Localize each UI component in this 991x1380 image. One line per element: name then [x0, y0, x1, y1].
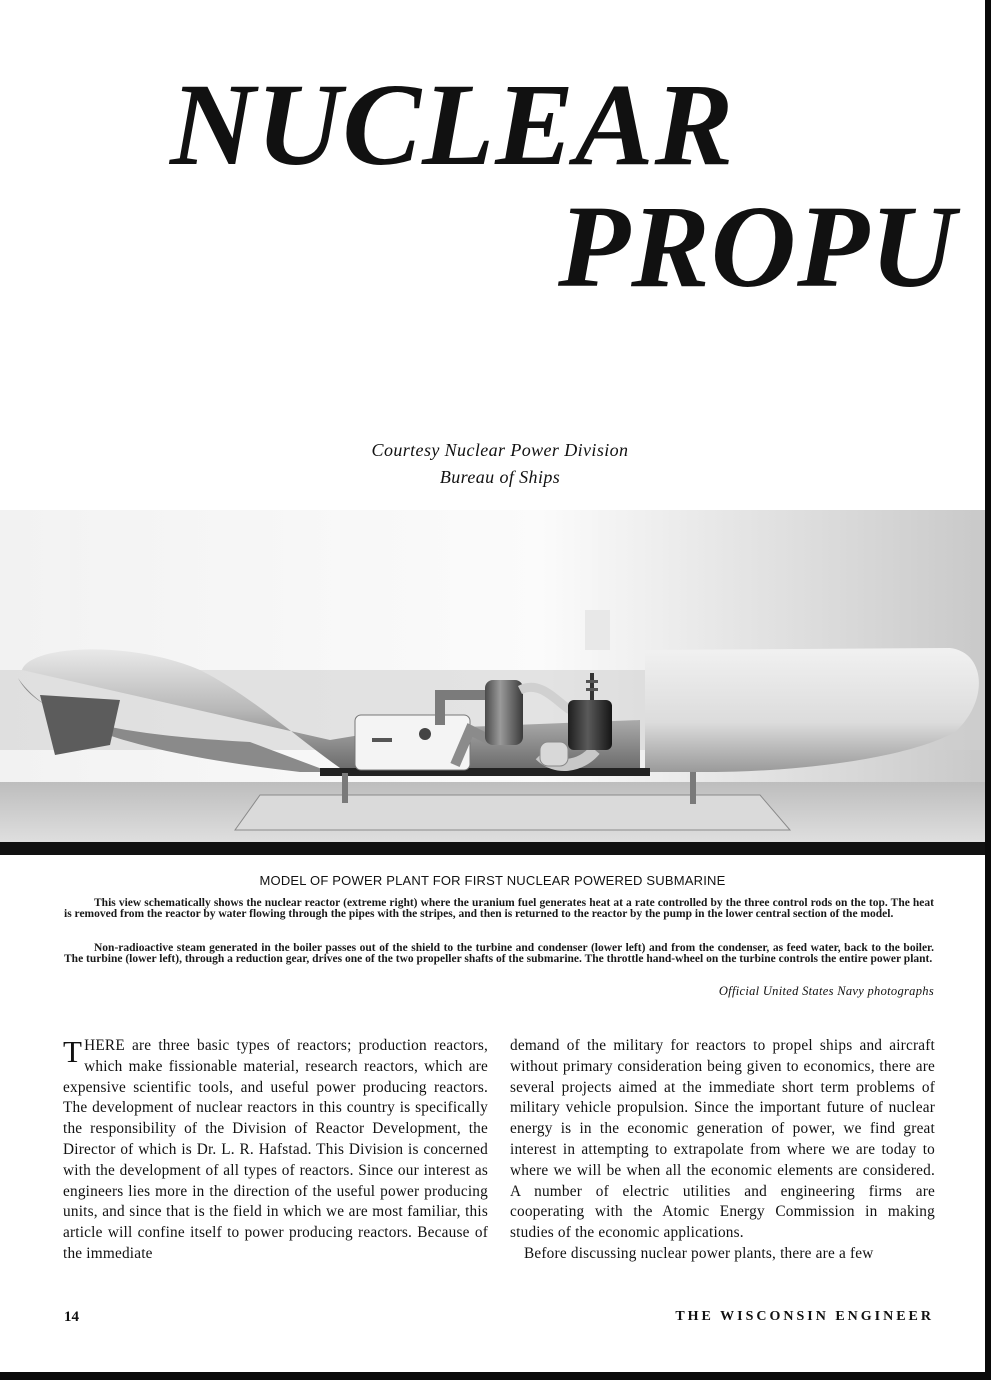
caption-photo-credit: Official United States Navy photographs — [718, 984, 934, 998]
submarine-model-photo — [0, 510, 985, 855]
caption-title: MODEL OF POWER PLANT FOR FIRST NUCLEAR POWERED SUBMARINE — [259, 873, 726, 888]
drop-cap: T — [63, 1034, 83, 1069]
headline-line-1: NUCLEAR — [170, 59, 735, 190]
article-column-1-text: HERE are three basic types of reactors; production reactors, which make fissionable material, research reactors, which are expensive scientific tools, and useful power producing reactors. The development of nuclear reactors in this country is specifically the responsibility of the Division of Reactor Development, the Director of which is Dr. L. R. Hafstad. This Division is concerned with the development of all types of reactors. Since our interest as engineers lies more in the direction of the useful power producing units, and since that is the field in which we are most familiar, this article will confine itself to power producing reactors. Because of the immediate — [63, 1037, 488, 1262]
page-number: 14 — [64, 1309, 79, 1325]
headline-line-2: PROPU — [558, 181, 957, 312]
photo-credit-line-1: Courtesy Nuclear Power Division — [371, 440, 629, 460]
running-footer: THE WISCONSIN ENGINEER — [675, 1309, 934, 1324]
article-column-2 — [510, 1036, 935, 1265]
page-edge-rule — [985, 0, 991, 1380]
caption-paragraph-1: This view schematically shows the nuclear reactor (extreme right) where the uranium fuel generates heat at a rate controlled by the three control rods on the top. The heat is removed from the reactor by water flowing through the pipes with the stripes, and then is returned to the reactor by the pump in the lower central section of the model. — [64, 897, 934, 920]
article-column-2-text: demand of the military for reactors to propel ships and aircraft without primary consideration being given to economics, there are several projects aimed at the immediate short term problems of military vehicle propulsion. Since the important future of nuclear energy is in the economic generation of power, we find great interest in attempting to extrapolate from where we are today to where we will be when all the economic elements are considered. A number of electric utilities and engineering firms are cooperating with the Atomic Energy Commission in making studies of the economic applications. — [510, 1037, 935, 1242]
photo-credit-line-2: Bureau of Ships — [439, 467, 561, 487]
caption-paragraph-2: Non-radioactive steam generated in the boiler passes out of the shield to the turbine and condenser (lower left) and from the condenser, as feed water, back to the boiler. The turbine (lower left), through a reduction gear, drives one of the two propeller shafts of the submarine. The throttle hand-wheel on the turbine controls the entire power plant. — [64, 942, 934, 965]
article-column-1 — [63, 1036, 488, 1265]
article-column-2-paragraph-2: Before discussing nuclear power plants, there are a few — [524, 1244, 874, 1262]
page-bottom-rule — [0, 1372, 991, 1380]
